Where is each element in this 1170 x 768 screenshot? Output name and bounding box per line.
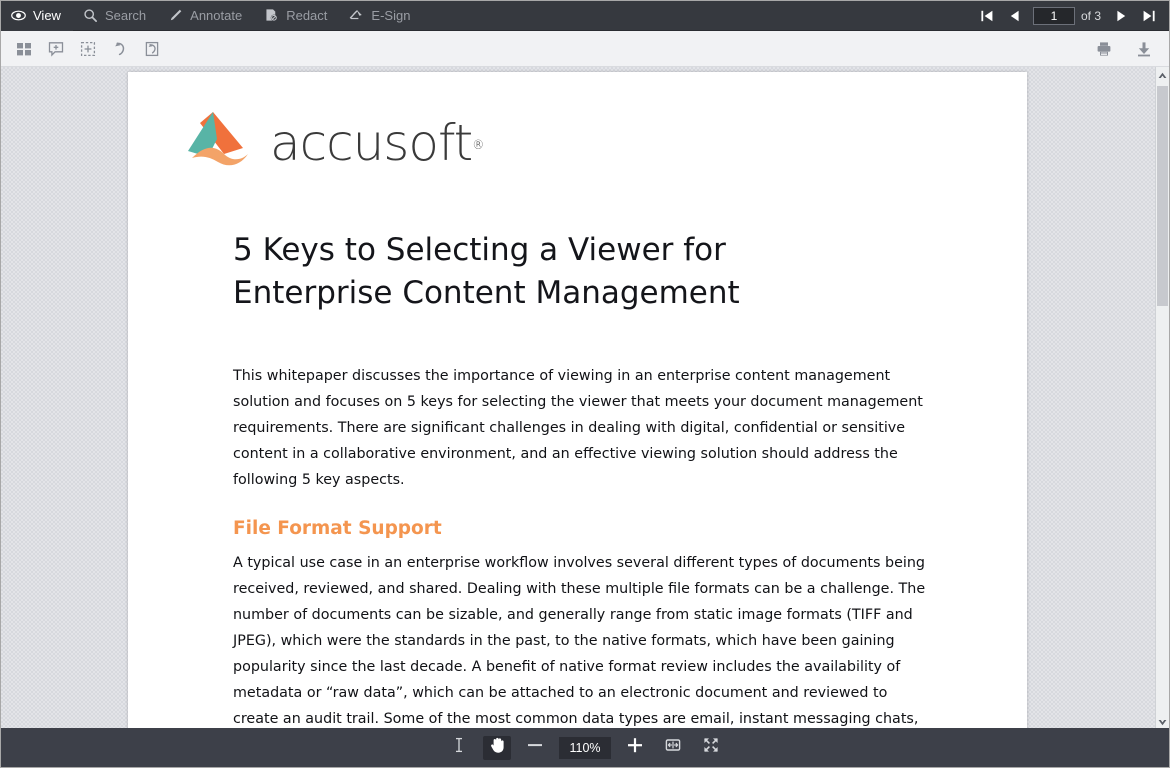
add-note-icon: [47, 40, 65, 58]
signature-icon: [349, 8, 364, 23]
page-flip-button[interactable]: [139, 36, 165, 62]
print-icon: [1095, 40, 1113, 58]
zoom-in-icon: [625, 736, 645, 759]
fit-width-button[interactable]: [659, 736, 687, 760]
zoom-in-button[interactable]: [621, 736, 649, 760]
thumbnails-button[interactable]: [11, 36, 37, 62]
scroll-up-arrow-icon[interactable]: [1156, 67, 1169, 83]
add-note-button[interactable]: [43, 36, 69, 62]
thumbnails-icon: [15, 40, 33, 58]
eye-icon: [11, 8, 26, 23]
page-title: [233, 229, 973, 315]
redact-icon: [264, 8, 279, 23]
top-tab-bar: [1, 1, 1169, 31]
select-region-button[interactable]: [75, 36, 101, 62]
page-number-input[interactable]: [1033, 7, 1075, 25]
document-page: [128, 72, 1027, 730]
first-page-button[interactable]: [973, 1, 1001, 31]
tab-view[interactable]: [1, 1, 73, 31]
document-canvas[interactable]: [1, 67, 1155, 730]
intro-paragraph: This whitepaper discusses the importance of viewing in an enterprise content management solution and focuses on 5 keys for selecting the viewer that meets your document management requirements. There are significant challenges in dealing with digital, confidential or sensitive content in a collaborative environment, and an effective viewing solution should address the following 5 key aspects.: [233, 368, 923, 488]
pan-hand-icon: [489, 736, 506, 759]
zoom-out-icon: [525, 736, 545, 759]
tab-annotate[interactable]: [158, 1, 254, 31]
rotate-button[interactable]: [107, 36, 133, 62]
search-icon: [83, 8, 98, 23]
text-select-icon: [451, 736, 467, 759]
pencil-icon: [168, 8, 183, 23]
zoom-out-button[interactable]: [521, 736, 549, 760]
scroll-thumb[interactable]: [1157, 86, 1168, 306]
tab-search-label: Search: [104, 8, 147, 23]
tab-redact[interactable]: [254, 1, 339, 31]
zoom-level-value[interactable]: 110%: [559, 737, 611, 759]
tab-view-label: View: [33, 8, 61, 23]
accusoft-wordmark-text: accusoft: [270, 114, 473, 172]
page-flip-icon: [143, 40, 161, 58]
tab-esign-label: E-Sign: [371, 8, 411, 23]
page-total-label: of 3: [1080, 9, 1101, 23]
page-title-line-2: Enterprise Content Management: [233, 275, 740, 311]
fullscreen-button[interactable]: [697, 736, 725, 760]
section-paragraph: A typical use case in an enterprise workflow involves several different types of documents being received, reviewed, and shared. Dealing with these multiple file formats can be a challenge. The number of documents can be sizable, and generally range from static image formats (TIFF and JPEG), which were the standards in the past, to the native formats, which have been gaining popularity since the last decade. A benefit of native format review includes the availability of metadata or “raw data”, which can be attached to an electronic document and reviewed to create an audit trail. Some of the most common data types are email, instant messaging chats,: [233, 555, 926, 727]
vertical-scrollbar[interactable]: [1155, 67, 1169, 730]
accusoft-wordmark: [270, 114, 484, 172]
section-heading-file-format-support: File Format Support: [233, 518, 442, 539]
tab-search[interactable]: [73, 1, 158, 31]
fullscreen-icon: [702, 736, 720, 759]
previous-page-button[interactable]: [1001, 1, 1029, 31]
registered-trademark-symbol: ®: [472, 138, 484, 152]
view-toolbar: [1, 31, 1169, 67]
page-title-line-1: 5 Keys to Selecting a Viewer for: [233, 232, 726, 268]
last-page-button[interactable]: [1135, 1, 1163, 31]
fit-width-icon: [664, 736, 682, 759]
next-page-button[interactable]: [1107, 1, 1135, 31]
rotate-icon: [111, 40, 129, 58]
tab-annotate-label: Annotate: [190, 8, 243, 23]
view-toolbar-right-group: [1091, 31, 1157, 67]
download-button[interactable]: [1131, 36, 1157, 62]
page-navigation: [973, 1, 1163, 31]
print-button[interactable]: [1091, 36, 1117, 62]
text-select-button[interactable]: [445, 736, 473, 760]
tab-esign[interactable]: [339, 1, 422, 31]
accusoft-logo: [186, 110, 484, 172]
download-icon: [1135, 40, 1153, 58]
view-toolbar-left-group: [1, 36, 165, 62]
accusoft-logo-mark-icon: [186, 110, 258, 168]
pan-hand-button[interactable]: [483, 736, 511, 760]
tab-redact-label: Redact: [286, 8, 328, 23]
bottom-toolbar: [1, 728, 1169, 767]
select-region-icon: [79, 40, 97, 58]
